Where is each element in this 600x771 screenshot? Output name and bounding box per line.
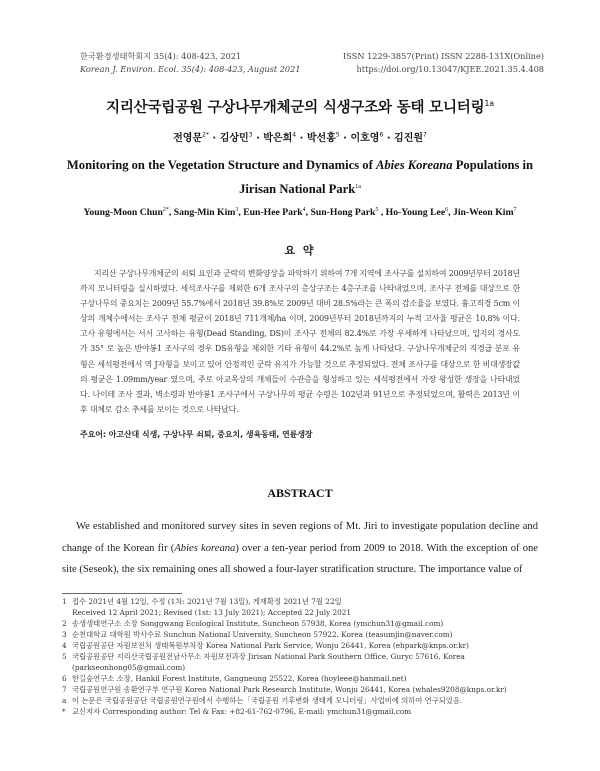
journal-citation xyxy=(80,50,301,76)
journal-identifiers xyxy=(343,50,544,76)
journal-citation-ko: 한국환경생태학회지 35(4): 408-423, 2021 xyxy=(80,51,242,61)
abstract-english: We established and monitored survey sites in seven regions of Mt. Jiri to investigate population decline and change of the Korean fir (Abies koreana) over a ten-year period from 2009 to 2018. With the exception of one site (Seseok), the six remaining ones all showed a four-layer stratification structure. The importance value of xyxy=(62,521,538,575)
authors-english: Young-Moon Chun$^{2*}$, Sang-Min Kim$^3$, Eun-Hee Park$^4$, Sun-Hong Park$^5$ , Ho-Young Lee$^6$, Jin-Weon Kim$^7$ xyxy=(83,206,517,218)
journal-citation-en: Korean J. Environ. Ecol. 35(4): 408-423, August 2021 xyxy=(80,64,301,74)
keywords-korean: 주요어: 아고산대 식생, 구상나무 쇠퇴, 중요치, 생육동태, 연륜생장 xyxy=(80,430,313,439)
author-en: Sun-Hong Park xyxy=(310,207,376,218)
footnote: 2 송생생태연구소 소장 Songgwang Ecological Institute, Suncheon 57938, Korea (ymchun31@gmail.com) xyxy=(62,619,444,628)
footnote: 1 접수 2021년 4월 12일, 수정 (1차: 2021년 7월 13일), 게재확정 2021년 7월 22일 Received 12 April 2021; Revised (1st: 13 July 2021); Accepted 22 July 2021 xyxy=(62,597,352,617)
footnote: 4 국립공원공단 자원보전처 생태복원부차장 Korea National Park Service, Wonju 26441, Korea (ehpark@knps.or.kr) xyxy=(62,641,469,650)
author-en: Jin-Weon Kim xyxy=(452,207,514,218)
title-korean: 지리산국립공원 구상나무개체군의 식생구조와 동태 모니터링$^{1a}$ xyxy=(106,99,494,116)
author-ko: 이호영 xyxy=(350,133,380,144)
doi-link[interactable]: https://doi.org/10.13047/KJEE.2021.35.4.408 xyxy=(356,64,544,74)
footnote: * 교신저자 Corresponding author: Tel & Fax: +82-61-762-0796, E-mail: ymchun31@gmail.com xyxy=(62,707,412,716)
author-en: Eun-Hee Park xyxy=(243,207,303,218)
author-en: Young-Moon Chun xyxy=(83,207,163,218)
author-ko: 전영문 xyxy=(173,133,203,144)
footnote: 3 순천대학교 대학원 박사수료 Sunchun National University, Suncheon 57922, Korea (teasumjin@naver.com) xyxy=(62,630,453,639)
author-en: Ho-Young Lee xyxy=(385,207,446,218)
author-ko: 박선홍 xyxy=(306,133,336,144)
footnote: a 이 논문은 국립공원공단 국립공원연구원에서 수행하는「국립공원 기후변화 생태계 모니터링」사업비에 의하여 연구되었음. xyxy=(62,696,463,705)
authors-korean: 전영문$^{2*}$ · 김상민$^3$ · 박은희$^4$ · 박선홍$^5$ · 이호영$^6$ · 김진원$^7$ xyxy=(173,131,427,144)
footnote: 5 국립공원공단 지리산국립공원전남사무소 자원보전과장 Jirisan National Park Southern Office, Guryc 57616, Korea (parkseonhong05@gmail.com) xyxy=(62,652,465,672)
abstract-korean: 지리산 구상나무개체군의 쇠퇴 요인과 군락의 변화양상을 파악하기 위하여 7개 지역에 조사구를 설치하여 2009년부터 2018년까지 모니터링을 실시하였다. 세석조사구를 제외한 6개 조사구의 층상구조는 4층구조를 나타내었으며, 조사구 전체를 대상으로 한 구상나무의 중요치는 2009년 55.7%에서 2018년 39.8%로 2009년 대비 28.5%라는 큰 폭의 감소율을 보였다. 흉고직경 5cm 이상의 개체수에서는 조사구 전체 평균이 2018년 711개체/ha 이며, 2009년부터 2018년까지의 누적 고사율 평균은 10.8% 이다. 고사 유형에서는 서서 고사하는 유형(Dead Standing, DS)이 조사구 전체의 82.4%로 가장 우세하게 나타났으며, 입지의 경사도가 35° 로 높은 반야봉1 조사구의 경우 DS유형을 제외한 기타 유형이 44.2%로 높게 나타났다. 구상나무개체군의 직경급 분포 유형은 세석평전에서 역 J자형을 보이고 있어 안정적인 군락 유지가 가능할 것으로 추정되었다. 전체 조사구를 대상으로 한 비대생장값의 평균은 1.09mm/year 였으며, 주로 아교목상의 개체들이 수관층을 형성하고 있는 세석평전에서 가장 왕성한 생장을 나타내었다. 나이테 조사 결과, 벽소령과 반야봉1 조사구에서 구상나무의 평균 수령은 102년과 91년으로 추정되었으며, 활력은 2013년 이후 대체로 감소 추세를 보이는 것으로 나타났다. xyxy=(80,269,520,414)
title-english: Monitoring on the Vegetation Structure and Dynamics of Abies Koreana Populations in Jirisan National Park$^{1a}$ xyxy=(66,158,534,196)
section-heading-abstract: ABSTRACT xyxy=(267,486,333,500)
author-en: Sang-Min Kim xyxy=(173,207,236,218)
section-heading-ko: 요 약 xyxy=(284,244,316,257)
author-ko: 김상민 xyxy=(219,133,249,144)
issn: ISSN 1229-3857(Print) ISSN 2288-131X(Online) xyxy=(343,51,544,61)
footnote: 6 한길숲연구소 소장, Hankil Forest Institute, Gangneung 25522, Korea (hoyleee@hanmail.net) xyxy=(62,674,407,683)
footnote-divider xyxy=(62,593,182,594)
author-ko: 김진원 xyxy=(394,133,424,144)
author-ko: 박은희 xyxy=(263,133,293,144)
footnote: 7 국립공원연구원 송환연구부 연구원 Korea National Park Research Institute, Wonju 26441, Korea (whales9208@knps.or.kr) xyxy=(62,685,507,694)
